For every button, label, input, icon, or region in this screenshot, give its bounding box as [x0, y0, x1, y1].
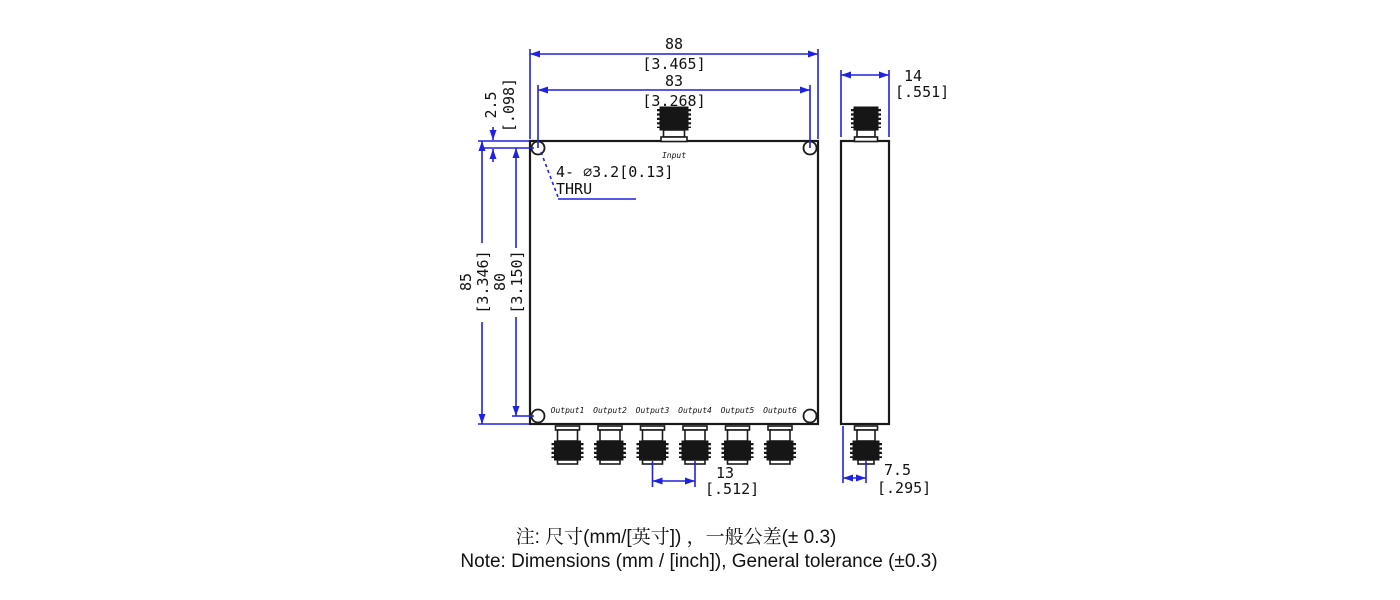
note-line-en: Note: Dimensions (mm / [inch]), General tolerance (±0.3) [460, 551, 938, 572]
dim-hole-span-h-mm: 83 [664, 72, 684, 90]
dim-port-offset-mm: 7.5 [884, 461, 912, 479]
dim-hole-span-v-mm: 80 [491, 272, 509, 292]
mounting-hole-bottom-right [804, 410, 817, 423]
output-port-label-4: Output4 [678, 406, 712, 415]
note-line-zh: 注: 尺寸(mm/[英寸]) ，一般公差(± 0.3) [515, 527, 837, 548]
hole-callout-line2: THRU [556, 180, 593, 198]
output-port-label-6: Output6 [763, 406, 797, 415]
dim-depth-inch: [.551] [895, 83, 950, 101]
dim-hole-span-h-inch: [3.268] [642, 92, 706, 110]
side-view [841, 107, 889, 464]
output-connector-5 [723, 426, 752, 464]
notes [460, 526, 937, 572]
dim-port-offset-inch: [.295] [877, 479, 932, 497]
dim-height-mm: 85 [457, 272, 475, 292]
dim-height-inch: [3.346] [474, 250, 492, 314]
output-connector-3 [638, 426, 667, 464]
dim-port-pitch-inch: [.512] [705, 480, 760, 498]
output-port-label-2: Output2 [593, 406, 627, 415]
side-input-connector [853, 107, 880, 142]
output-connector-4 [681, 426, 710, 464]
side-output-connector [852, 426, 881, 464]
hole-callout-line1: 4- ⌀3.2[0.13] [556, 163, 674, 181]
dim-hole-offset-mm: 2.5 [482, 91, 500, 119]
dim-width-inch: [3.465] [642, 55, 706, 73]
output-connector-1 [553, 426, 582, 464]
output-connector-2 [596, 426, 625, 464]
input-connector [659, 107, 690, 142]
dim-hole-offset-inch: [.098] [500, 77, 518, 133]
output-port-label-3: Output3 [635, 406, 670, 415]
output-connector-6 [766, 426, 795, 464]
dim-hole-span-v-inch: [3.150] [508, 250, 526, 314]
dim-port-pitch-mm: 13 [716, 464, 735, 482]
dim-depth-mm: 14 [904, 67, 923, 85]
output-port-label-1: Output1 [550, 406, 585, 415]
front-view [530, 107, 818, 464]
output-port-label-5: Output5 [720, 406, 755, 415]
side-panel-outline [841, 141, 889, 424]
dim-width-mm: 88 [664, 35, 684, 53]
input-port-label: Input [661, 151, 687, 160]
